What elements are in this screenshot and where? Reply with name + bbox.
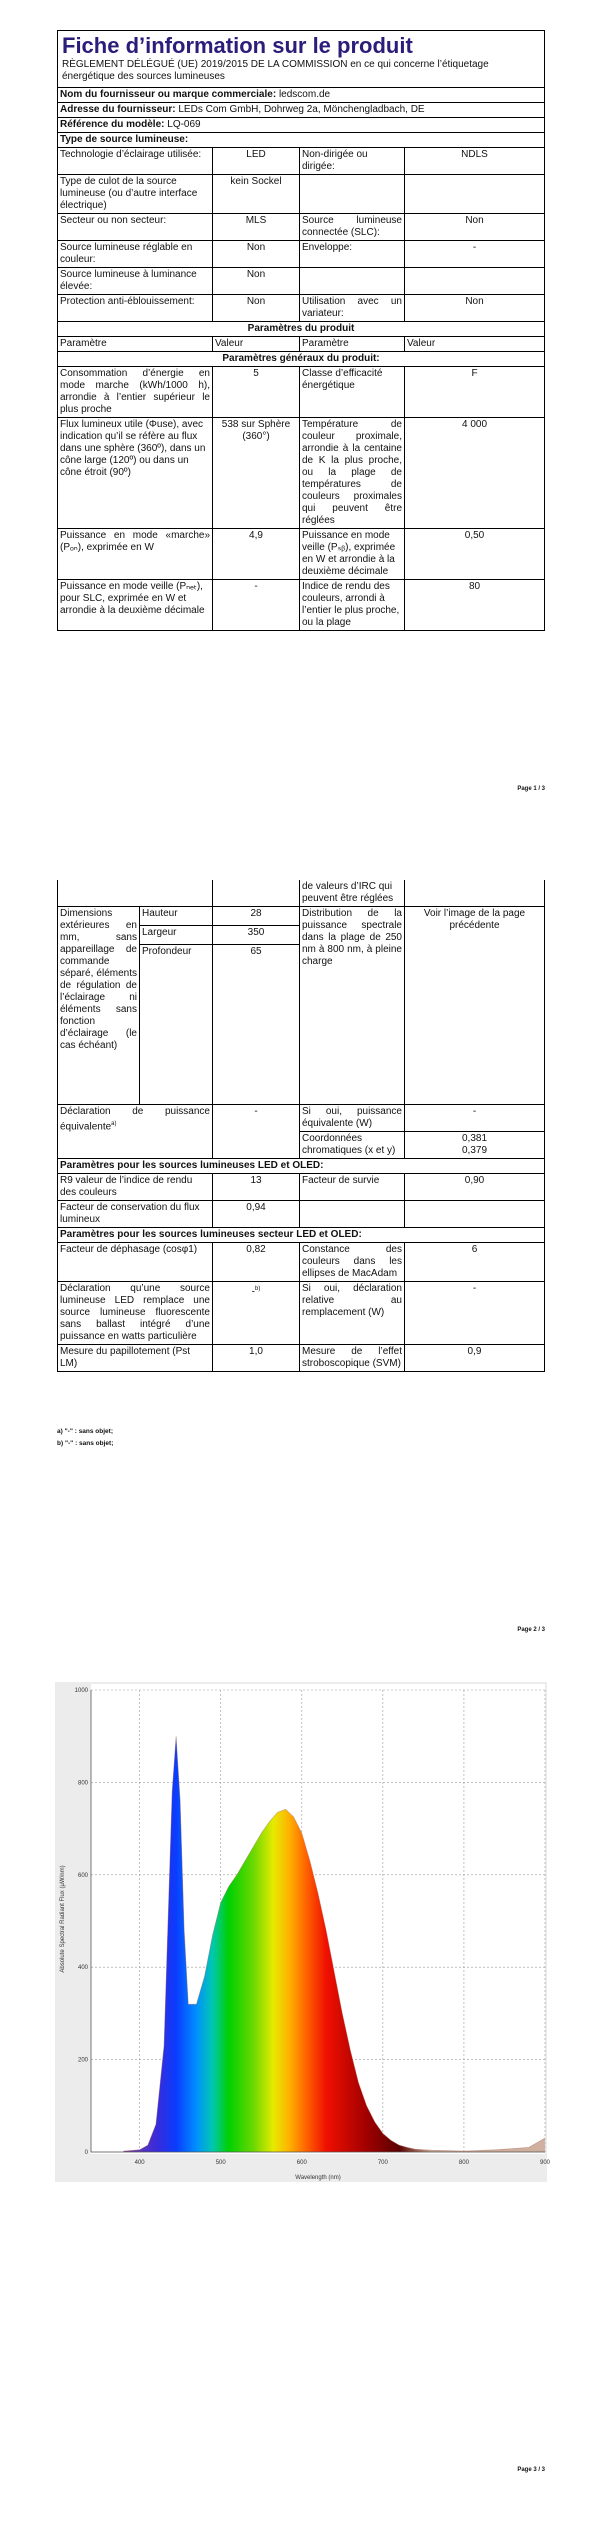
x-tick-label: 600: [296, 2160, 307, 2166]
depth-value: 65: [213, 945, 300, 1105]
footnote-marker: b): [255, 1286, 261, 1292]
equivalent-watt-value: -: [405, 1105, 545, 1132]
empty-cell: [58, 880, 213, 907]
y-tick-label: 1000: [74, 1688, 88, 1694]
height-label: Hauteur: [140, 907, 213, 926]
empty-cell: [300, 1201, 405, 1228]
x-tick-label: 700: [377, 2160, 388, 2166]
page-number: Page 2 / 3: [517, 1627, 545, 1633]
y-axis-label: Absolute Spectral Radiant Flux (µW/nm): [60, 1865, 66, 1973]
equivalent-watt-label: Si oui, puissance équivalente (W): [300, 1105, 405, 1132]
page-title: Fiche d’information sur le produit: [62, 33, 413, 58]
mains-params-header: Paramètres pour les sources lumineuses secteur LED et OLED:: [58, 1228, 545, 1243]
empty-cell: [405, 268, 545, 295]
product-info-table-continued: [57, 880, 545, 1372]
networked-standby-label: Puissance en mode veille (Pₙₑₜ), pour SLC, exprimée en W et arrondie à la deuxième décimale: [58, 580, 213, 631]
energy-value: 5: [213, 367, 300, 418]
supplier-row: [58, 88, 545, 103]
flux-value: 538 sur Sphère (360°): [213, 418, 300, 529]
empty-cell: [300, 175, 405, 214]
stroboscopic-value: 0,9: [405, 1345, 545, 1372]
directional-value: NDLS: [405, 148, 545, 175]
y-tick-label: 800: [77, 1780, 88, 1787]
energy-class-label: Classe d’efficacité énergétique: [300, 367, 405, 418]
energy-class-value: F: [405, 367, 545, 418]
depth-label: Profondeur: [140, 945, 213, 1105]
retrofit-watt-label: Si oui, déclaration relative au remplacement (W): [300, 1282, 405, 1345]
y-tick-label: 600: [77, 1872, 88, 1879]
dimmer-value: Non: [405, 295, 545, 322]
chromaticity-y: 0,379: [461, 1145, 488, 1156]
spectral-distribution-label: Distribution de la puissance spectrale dans la plage de 250 nm à 800 nm, à pleine charge: [300, 907, 405, 1105]
envelope-value: -: [405, 241, 545, 268]
flicker-label: Mesure du papillotement (Pst LM): [58, 1345, 213, 1372]
energy-label: Consommation d’énergie en mode marche (kWh/1000 h), arrondie à l’entier supérieur le plus proche: [58, 367, 213, 418]
cct-value: 4 000: [405, 418, 545, 529]
r9-value: 13: [213, 1174, 300, 1201]
source-type-header: Type de source lumineuse:: [58, 133, 545, 148]
tunable-label: Source lumineuse réglable en couleur:: [58, 241, 213, 268]
mains-label: Secteur ou non secteur:: [58, 214, 213, 241]
high-luminance-label: Source lumineuse à luminance élevée:: [58, 268, 213, 295]
mains-value: MLS: [213, 214, 300, 241]
retrofit-value-text: -: [251, 1286, 255, 1298]
networked-standby-value: -: [213, 580, 300, 631]
params-header: Paramètres du produit: [58, 322, 545, 337]
spectral-distribution-value: Voir l’image de la page précédente: [405, 907, 545, 1105]
x-tick-label: 400: [134, 2160, 145, 2166]
dimensions-label: Dimensions extérieures en mm, sans appareillage de commande séparé, éléments de régulation de l’éclairage ni éléments sans fonction d’éclairage (le cas échéant): [58, 907, 140, 1105]
envelope-label: Enveloppe:: [300, 241, 405, 268]
glare-value: Non: [213, 295, 300, 322]
address-value: LEDs Com GmbH, Dohrweg 2a, Mönchengladbach, DE: [178, 104, 425, 115]
title-cell: [58, 31, 545, 88]
general-params-header: Paramètres généraux du produit:: [58, 352, 545, 367]
retrofit-label: Déclaration qu’une source lumineuse LED remplace une source lumineuse fluorescente sans ballast intégré d’une puissance en watts particulière: [58, 1282, 213, 1345]
footnote-a: a) "-" : sans objet;: [57, 1428, 114, 1435]
empty-cell: [405, 175, 545, 214]
page-2: [0, 842, 595, 1684]
model-label: Référence du modèle:: [60, 119, 165, 130]
product-info-table: [57, 30, 545, 631]
stroboscopic-label: Mesure de l’effet stroboscopique (SVM): [300, 1345, 405, 1372]
cap-label: Type de culot de la source lumineuse (ou d’autre interface électrique): [58, 175, 213, 214]
empty-cell: [405, 880, 545, 907]
survival-value: 0,90: [405, 1174, 545, 1201]
on-power-value: 4,9: [213, 529, 300, 580]
empty-cell: [300, 268, 405, 295]
page-1: [0, 0, 595, 842]
regulation-text: RÈGLEMENT DÉLÉGUÉ (UE) 2019/2015 DE LA COMMISSION en ce qui concerne l’étiquetage énergétique des sources lumineuses: [62, 59, 489, 82]
y-tick-label: 0: [84, 2150, 88, 2156]
displacement-factor-value: 0,82: [213, 1243, 300, 1282]
footnote-b: b) "-" : sans objet;: [57, 1440, 114, 1447]
macadam-value: 6: [405, 1243, 545, 1282]
supplier-label: Nom du fournisseur ou marque commerciale:: [60, 89, 277, 100]
supplier-value: ledscom.de: [278, 89, 331, 100]
cri-value: 80: [405, 580, 545, 631]
address-row: [58, 103, 545, 118]
macadam-label: Constance des couleurs dans les ellipses de MacAdam: [300, 1243, 405, 1282]
lumen-maintenance-value: 0,94: [213, 1201, 300, 1228]
survival-label: Facteur de survie: [300, 1174, 405, 1201]
width-value: 350: [213, 926, 300, 945]
glare-label: Protection anti-éblouissement:: [58, 295, 213, 322]
col-header-param: Paramètre: [300, 337, 405, 352]
on-power-label: Puissance en mode «marche» (Pₒₙ), exprimée en W: [58, 529, 213, 580]
retrofit-value: [213, 1282, 300, 1345]
address-label: Adresse du fournisseur:: [60, 104, 176, 115]
cri-label-continued: de valeurs d’IRC qui peuvent être réglées: [300, 880, 405, 907]
tech-label: Technologie d’éclairage utilisée:: [58, 148, 213, 175]
page-number: Page 1 / 3: [517, 786, 545, 792]
chromaticity-label: Coordonnées chromatiques (x et y): [300, 1132, 405, 1159]
cct-label: Température de couleur proximale, arrondie à la centaine de K la plus proche, ou la plage de températures de couleurs proximales qui peuvent être réglées: [300, 418, 405, 529]
cls-label: Source lumineuse connectée (SLC):: [300, 214, 405, 241]
retrofit-watt-value: -: [405, 1282, 545, 1345]
height-value: 28: [213, 907, 300, 926]
dimmer-label: Utilisation avec un variateur:: [300, 295, 405, 322]
x-tick-label: 500: [215, 2160, 226, 2166]
col-header-value: Valeur: [213, 337, 300, 352]
flicker-value: 1,0: [213, 1345, 300, 1372]
y-tick-label: 200: [77, 2057, 88, 2064]
high-luminance-value: Non: [213, 268, 300, 295]
x-tick-label: 900: [539, 2160, 551, 2166]
x-axis-label: Wavelength (nm): [295, 2175, 341, 2181]
model-row: [58, 118, 545, 133]
empty-cell: [213, 880, 300, 907]
spectral-distribution-chart: [55, 1682, 551, 2182]
y-tick-label: 400: [77, 1965, 88, 1972]
model-value: LQ-069: [167, 119, 201, 130]
equivalent-power-text: Déclaration de puissance équivalente: [60, 1106, 210, 1133]
tunable-value: Non: [213, 241, 300, 268]
cls-value: Non: [405, 214, 545, 241]
empty-cell: [405, 1201, 545, 1228]
flux-label: Flux lumineux utile (Φuse), avec indication qu’il se réfère au flux dans une sphère (360º), dans un cône large (120º) ou dans un cône étroit (90º): [58, 418, 213, 529]
chromaticity-x: 0,381: [461, 1133, 488, 1144]
equivalent-power-value: -: [213, 1105, 300, 1159]
directional-label: Non-dirigée ou dirigée:: [300, 148, 405, 175]
displacement-factor-label: Facteur de déphasage (cosφ1): [58, 1243, 213, 1282]
x-tick-label: 800: [458, 2160, 469, 2166]
col-header-value: Valeur: [405, 337, 545, 352]
chromaticity-value: [405, 1132, 545, 1159]
tech-value: LED: [213, 148, 300, 175]
cri-label: Indice de rendu des couleurs, arrondi à l’entier le plus proche, ou la plage: [300, 580, 405, 631]
r9-label: R9 valeur de l’indice de rendu des couleurs: [58, 1174, 213, 1201]
standby-value: 0,50: [405, 529, 545, 580]
standby-label: Puissance en mode veille (Pₛᵦ), exprimée en W et arrondie à la deuxième décimale: [300, 529, 405, 580]
spectral-chart-svg: [55, 1682, 551, 2182]
page-number: Page 3 / 3: [517, 2467, 545, 2473]
cap-value: kein Sockel: [213, 175, 300, 214]
col-header-param: Paramètre: [58, 337, 213, 352]
lumen-maintenance-label: Facteur de conservation du flux lumineux: [58, 1201, 213, 1228]
led-params-header: Paramètres pour les sources lumineuses LED et OLED:: [58, 1159, 545, 1174]
footnote-marker: a): [111, 1121, 117, 1127]
equivalent-power-label: [58, 1105, 213, 1159]
width-label: Largeur: [140, 926, 213, 945]
